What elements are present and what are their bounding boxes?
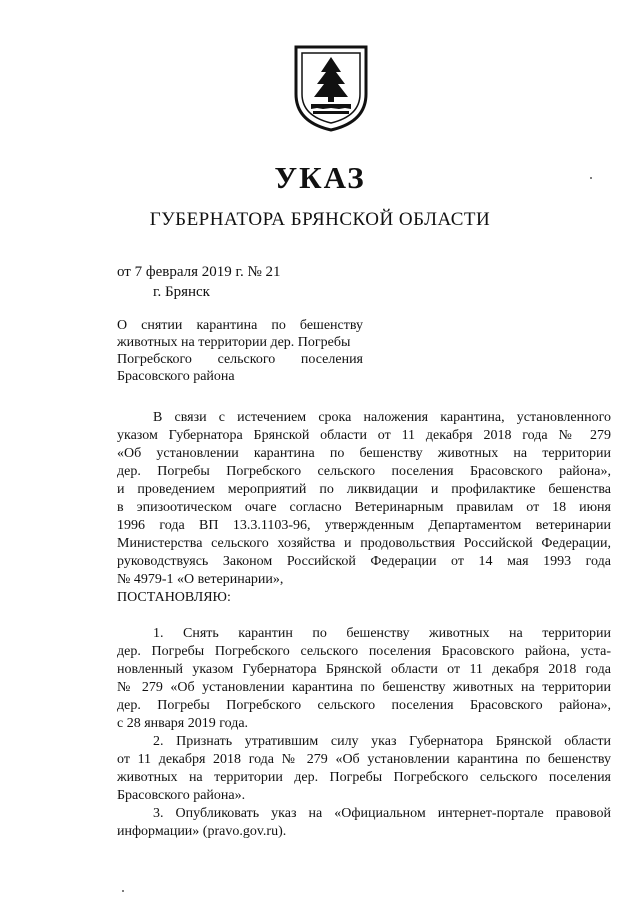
preamble-line: № 4979-1 «О ветеринарии»,: [117, 572, 284, 587]
item-line: дер. Погребы Погребского сельского поселения Брасовского района»,: [117, 698, 611, 713]
item-line: дер. Погребы Погребского сельского поселения Брасовского района, уста-: [117, 644, 611, 659]
subject-line: Погребского сельского поселения: [117, 352, 363, 367]
preamble-line: в эпизоотическом очаге согласно Ветеринарным правилам от 18 июня: [117, 500, 611, 515]
preamble-line: дер. Погребы Погребского сельского поселения Брасовского района»,: [117, 464, 611, 479]
item-line: животных на территории дер. Погребы Погребского сельского поселения: [117, 770, 611, 785]
item-line: новленный указом Губернатора Брянской области от 11 декабря 2018 года: [117, 662, 611, 677]
item-line: информации» (pravo.gov.ru).: [117, 824, 287, 839]
preamble-line: «Об установлении карантина по бешенству животных на территории: [117, 446, 611, 461]
preamble-line: 1996 года ВП 13.3.1103-96, утвержденным Департаментом ветеринарии: [117, 518, 611, 533]
resolve-word: ПОСТАНОВЛЯЮ:: [117, 590, 231, 605]
scan-speck: [590, 177, 592, 179]
item-line: Брасовского района».: [117, 788, 246, 803]
scan-speck: [122, 890, 124, 892]
preamble-line: и проведением мероприятий по ликвидации и профилактике бешенства: [117, 482, 611, 497]
coat-of-arms-emblem: [293, 44, 369, 132]
subject-line: животных на территории дер. Погребы: [117, 335, 351, 350]
document-title: УКАЗ: [274, 160, 366, 195]
item-line: от 11 декабря 2018 года № 279 «Об установлении карантина по бешенству: [117, 752, 611, 767]
item-line: 1. Снять карантин по бешенству животных на территории: [153, 626, 611, 641]
preamble-line: В связи с истечением срока наложения карантина, установленного: [153, 410, 611, 425]
preamble-line: руководствуясь Законом Российской Федерации от 14 мая 1993 года: [117, 554, 611, 569]
date-number-line: от 7 февраля 2019 г. № 21: [117, 264, 281, 280]
document-subtitle: ГУБЕРНАТОРА БРЯНСКОЙ ОБЛАСТИ: [149, 209, 491, 230]
subject-line: О снятии карантина по бешенству: [117, 318, 363, 333]
preamble-line: указом Губернатора Брянской области от 11 декабря 2018 года № 279: [117, 428, 611, 443]
city-line: г. Брянск: [153, 284, 210, 300]
subject-line: Брасовского района: [117, 369, 235, 384]
preamble-line: Министерства сельского хозяйства и продовольствия Российской Федерации,: [117, 536, 611, 551]
item-line: № 279 «Об установлении карантина по бешенству животных на территории: [117, 680, 611, 695]
item-line: 3. Опубликовать указ на «Официальном интернет-портале правовой: [153, 806, 611, 821]
item-line: с 28 января 2019 года.: [117, 716, 249, 731]
item-line: 2. Признать утратившим силу указ Губернатора Брянской области: [153, 734, 611, 749]
